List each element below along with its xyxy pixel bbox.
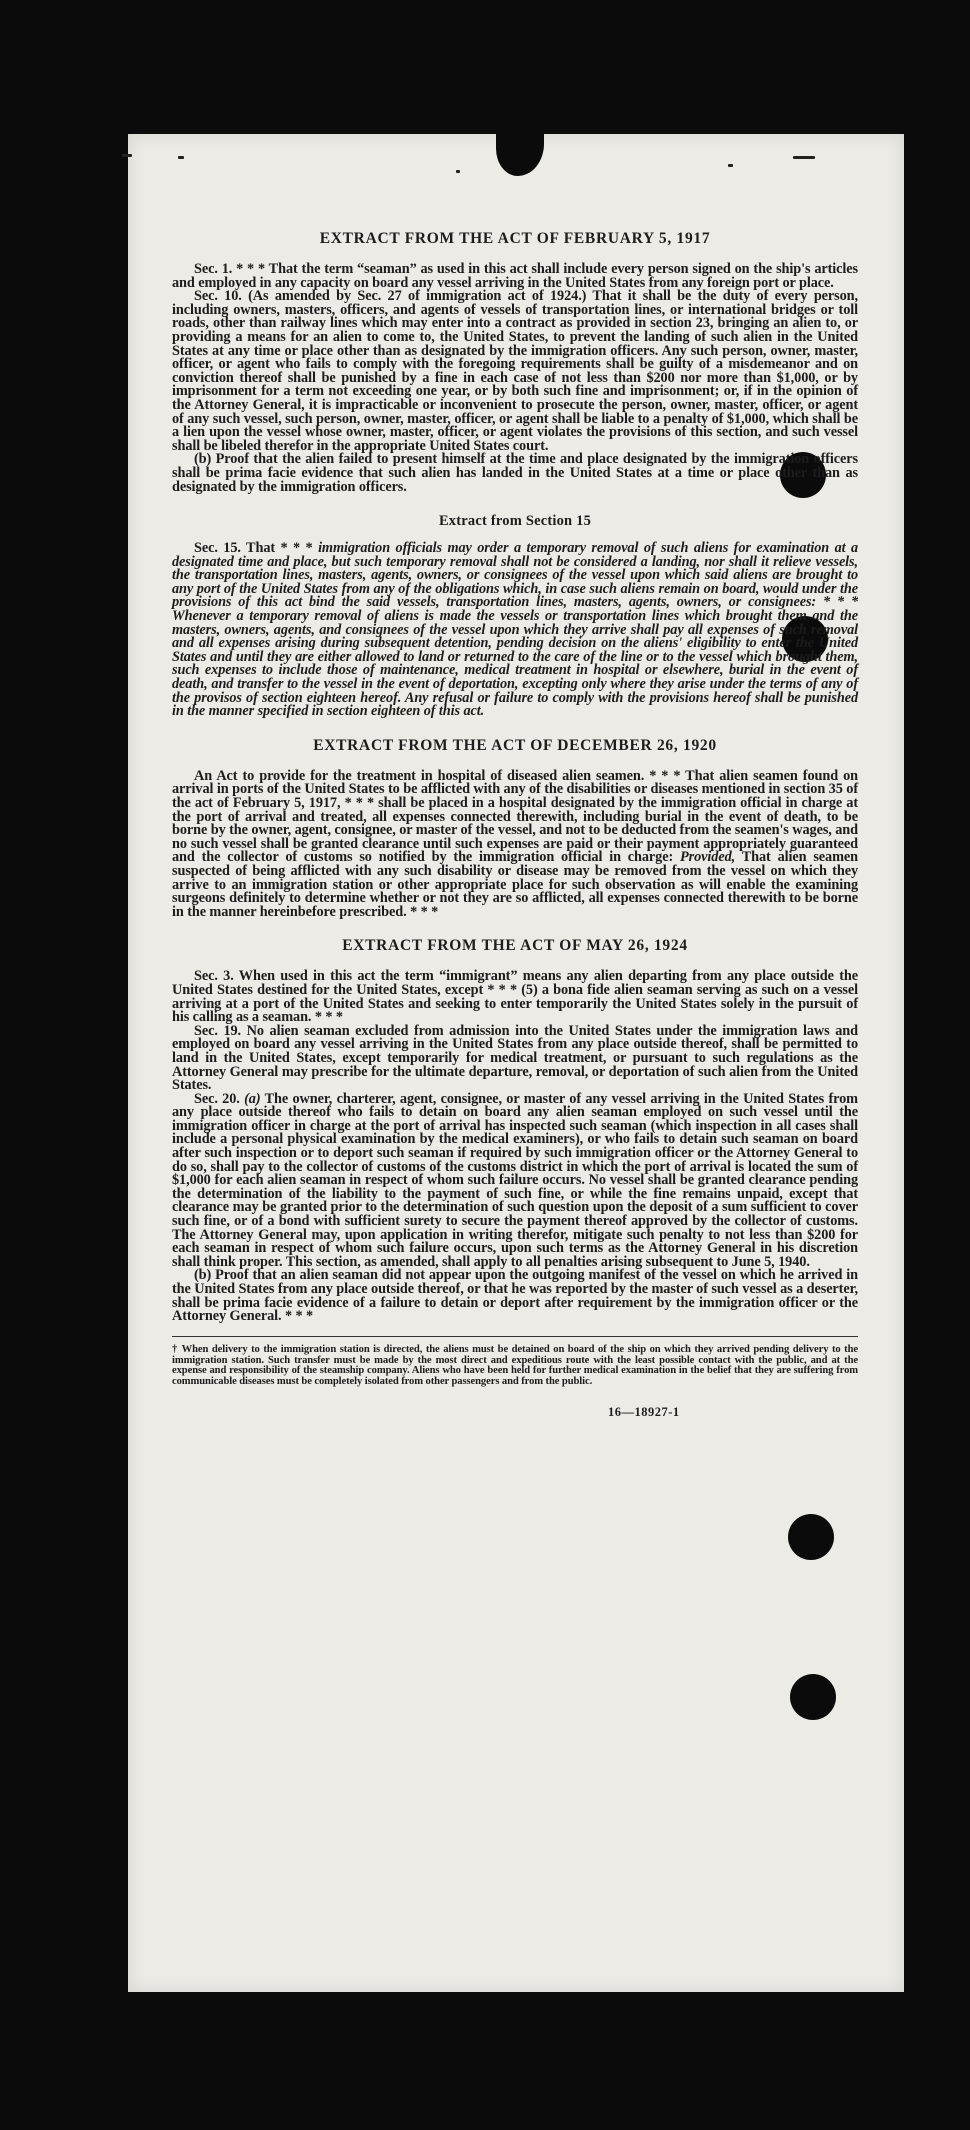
sec-20-body: The owner, charterer, agent, consignee, or master of any vessel arriving in the United States from any place outside thereof who fails to detain on board any alien seaman employed on such vessel until the immigration officer in charge at the port of arrival has inspected such seaman (which inspection in all cases shall include a personal physical examination by the medical examiners), or who fails to detain such seaman on board after such inspection or to deport such seaman if required by such immigration officer or the Attorney General to do so, shall pay to the collector of customs of the customs district in which the port of arrival is located the sum of $1,000 for each alien seaman in respect of whom such failure occurs. No vessel shall be granted clearance pending the determination of the liability to the payment of such fine, or while the fine remains unpaid, except that clearance may be granted prior to the determination of such question upon the deposit of a sum sufficient to cover such fine, or of a bond with sufficient surety to secure the payment thereof approved by the collector of customs. The Attorney General may, upon application in writing therefor, mitigate such penalty to not less than $200 for each seaman in respect of whom such failure occurs, upon such terms as the Attorney General in his discretion shall think proper. This section, as amended, shall apply to all penalties arising subsequent to June 5, 1940.: [172, 1090, 858, 1270]
footnote: † When delivery to the immigration station is directed, the aliens must be detained on board of the ship on which they arrived pending delivery to the immigration station. Such transfer must be made by the most direct and expeditious route with the least possible contact with the public, and at the expense and responsibility of the steamship company. Aliens who have been held for further medical examination in the belief that they are suffering from communicable diseases must be completely isolated from other passengers and from the public.: [172, 1343, 858, 1388]
heading-act-1917: EXTRACT FROM THE ACT OF FEBRUARY 5, 1917: [319, 230, 711, 247]
sec-20-lead: Sec. 20.: [194, 1090, 245, 1107]
paragraph-sec-1: Sec. 1. * * * That the term “seaman” as used in this act shall include every person signed on the ship's articles and employed in any capacity on board any vessel arriving in the United States from any foreign port or place.: [172, 261, 858, 291]
punch-hole: [790, 1674, 836, 1720]
act-1920-tail: That alien seamen suspected of being afflicted with any such disability or disease may be removed from the vessel on which they arrive to an immigration station or other appropriate place for such observation as will enable the examining surgeons definitely to determine whether or not they are so afflicted, all expenses connected therewith to be borne in the manner hereinbefore prescribed. * * *: [172, 849, 859, 920]
margin-speck: [793, 156, 815, 159]
margin-speck: [456, 170, 460, 173]
paragraph-sec-3: Sec. 3. When used in this act the term “immigrant” means any alien departing from any place outside the United States destined for the United States, except * * * (5) a bona fide alien seaman serving as such on a vessel arriving at a port of the United States and seeking to enter temporarily the United States solely in the pursuit of his calling as a seaman. * * *: [172, 968, 858, 1026]
punch-hole: [788, 1514, 834, 1560]
sec-15-italic: immigration officials may order a temporary removal of such aliens for examination at a designated time and place, but such temporary removal shall not be considered a landing, nor shall it relieve vessels, the transportation lines, masters, agents, owners, or consignees of the vessel upon which said aliens are brought to any port of the United States from any of the obligations which, in case such aliens remain on board, would under the provisions of this act bind the said vessels, transportation lines, masters, agents, owners, or consignees: * * * Whenever a temporary removal of aliens is made the vessels or transportation lines which brought them and the masters, owners, agents, and consignees of the vessel upon which they arrive shall pay all expenses of such removal and all expenses arising during subsequent detention, pending decision on the aliens' eligibility to enter the United States and until they are either allowed to land or returned to the care of the line or to the vessel which brought them, such expenses to include those of maintenance, medical treatment in hospital or elsewhere, burial in the event of death, and transfer to the vessel in the event of deportation, excepting only where they arise under the terms of any of the provisos of section eighteen hereof. Any refusal or failure to comply with the provisions hereof shall be punished in the manner specified in section eighteen of this act.: [172, 540, 858, 720]
document-body: [172, 230, 858, 1420]
form-number: 16—18927-1: [608, 1404, 680, 1419]
paragraph-sec-15: [172, 542, 858, 719]
sec-15-lead: Sec. 15. That * * *: [194, 540, 319, 557]
paragraph-sec-20a: [172, 1090, 858, 1270]
footnote-divider: [172, 1336, 858, 1337]
act-1920-body: An Act to provide for the treatment in hospital of diseased alien seamen. * * * That alien seamen found on arrival in ports of the United States to be afflicted with any of the disabilities or diseases mentioned in section 35 of the act of February 5, 1917, * * * shall be placed in a hospital designated by the immigration official in charge at the port of arrival and treated, all expenses connected therewith, including burial in the event of death, to be borne by the owner, agent, consignee, or master of the vessel, and not to be deducted from the seamen's wages, and no such vessel shall be granted clearance until such expenses are paid or their payment appropriately guaranteed and the collector of customs so notified by the immigration official in charge:: [172, 767, 858, 866]
sec-20-a-marker: (a): [244, 1090, 261, 1107]
document-page: [128, 134, 904, 1992]
margin-speck: [728, 164, 733, 167]
paragraph-sec-19: Sec. 19. No alien seaman excluded from admission into the United States under the immigration laws and employed on board any vessel arriving in the United States from any place outside thereof, shall be permitted to land in the United States, except temporarily for medical treatment, or pursuant to such regulations as the Attorney General may prescribe for the ultimate departure, removal, or deportation of such alien from the United States.: [172, 1022, 858, 1094]
paragraph-act-1920: [172, 767, 859, 920]
paragraph-sec-10b: (b) Proof that the alien failed to present himself at the time and place designated by the immigration officers shall be prima facie evidence that such alien has landed in the United States at a time or place other than as designated by the immigration officers.: [172, 451, 858, 495]
torn-edge: [496, 130, 544, 176]
margin-speck: [122, 154, 132, 157]
heading-act-1924: EXTRACT FROM THE ACT OF MAY 26, 1924: [342, 937, 688, 955]
heading-section-15: Extract from Section 15: [438, 513, 592, 530]
paragraph-sec-20b: (b) Proof that an alien seaman did not appear upon the outgoing manifest of the vessel on which he arrived in the United States from any place outside thereof, or that he was reported by the master of such vessel as a deserter, shall be prima facie evidence of a failure to detain or deport after requirement by the immigration officer or the Attorney General. * * *: [172, 1267, 858, 1325]
margin-speck: [178, 156, 184, 159]
heading-act-1920: EXTRACT FROM THE ACT OF DECEMBER 26, 1920: [313, 736, 717, 754]
act-1920-proviso: Provided,: [680, 849, 736, 866]
paragraph-sec-10: Sec. 10. (As amended by Sec. 27 of immigration act of 1924.) That it shall be the duty of every person, including owners, masters, officers, and agents of vessels of transportation lines, or international bridges or toll roads, other than railway lines which may enter into a contract as provided in section 23, bringing an alien to, or providing a means for an alien to come to, the United States, to prevent the landing of such alien in the United States at any time or place other than as designated by the immigration officers. Any such person, owner, master, officer, or agent who fails to comply with the foregoing requirements shall be guilty of a misdemeanor and on conviction thereof shall be punished by a fine in each case of not less than $200 nor more than $1,000, or by imprisonment for a term not exceeding one year, or by both such fine and imprisonment; or, if in the opinion of the Attorney General, it is impracticable or inconvenient to prosecute the person, owner, master, officer, or agent of any such vessel, such person, owner, master, officer, or agent shall be liable to a penalty of $1,000, which shall be a lien upon the vessel whose owner, master, officer, or agent violates the provisions of this section, and such vessel shall be libeled therefor in the appropriate United States court.: [172, 288, 858, 454]
